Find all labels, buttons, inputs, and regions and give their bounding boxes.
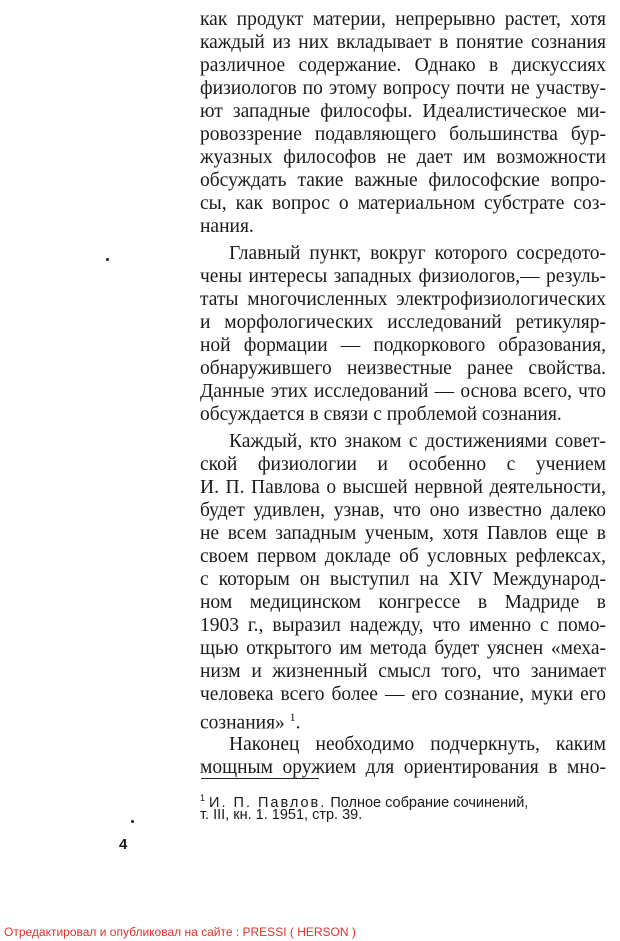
text-line: сознания» $^1$. (200, 710, 301, 734)
text-line: ют западные философы. Идеалистическое ми- (200, 101, 606, 122)
text-line: и морфологических исследований ретикуляр- (200, 312, 606, 333)
speck-mark (106, 258, 109, 261)
text-line: обсуждать такие важные философские вопро- (200, 170, 606, 191)
publisher-credit: Отредактировал и опубликовал на сайте : PRESSI ( HERSON ) (4, 925, 356, 939)
text-line: Главный пункт, вокруг которого сосредото- (229, 243, 606, 264)
text-line: не всем западным ученым, хотя Павлов еще в (200, 523, 606, 544)
text-line: ном медицинском конгрессе в Мадриде в (200, 592, 606, 613)
page-number: 4 (119, 836, 128, 853)
text-line: чены интересы западных физиологов,— резуль- (200, 266, 606, 287)
footnote-author: И. П. Павлов. (209, 794, 327, 811)
text-line: Наконец необходимо подчеркнуть, каким (229, 734, 606, 755)
text-line: ной формации — подкоркового образования, (200, 335, 606, 356)
text-line: с которым он выступил на XIV Международ- (200, 569, 606, 590)
text-line: сы, как вопрос о материальном субстрате соз- (200, 193, 606, 214)
text-line: ской физиологии и особенно с учением (200, 454, 606, 475)
text-line: нания. (200, 216, 254, 237)
text-line: таты многочисленных электрофизиологических (200, 289, 606, 310)
text-line: мощным оружием для ориентирования в мно- (200, 757, 606, 778)
text-line: щью открытого им метода будет уяснен «меха- (200, 638, 606, 659)
text-line: Каждый, кто знаком с достижениями совет- (229, 431, 606, 452)
text-line: низм и жизненный смысл того, что занимает (200, 661, 606, 682)
text-line: жуазных философов не дает им возможности (200, 147, 606, 168)
footnote-marker: 1 (200, 793, 206, 803)
text-line: физиологов по этому вопросу почти не участву- (200, 78, 606, 99)
footnote-title: Полное собрание сочинений, (330, 794, 529, 811)
text-line: 1903 г., выразил надежду, что именно с помо- (200, 615, 606, 636)
footnote-reference: 1 (289, 710, 296, 724)
text-line: каждый из них вкладывает в понятие сознания (200, 32, 606, 53)
text-line: ровоззрение подавляющего большинства бур- (200, 124, 606, 145)
text-line: И. П. Павлова о высшей нервной деятельности, (200, 477, 606, 498)
text-line: человека всего более — его сознание, муки его (200, 684, 606, 705)
text-line: будет удивлен, узнав, что оно известно далеко (200, 500, 606, 521)
footnote-line-2: т. III, кн. 1. 1951, стр. 39. (200, 807, 363, 823)
text-line: Данные этих исследований — основа всего, что (200, 381, 606, 402)
text-line: обнаружившего неизвестные ранее свойства. (200, 358, 606, 379)
footnote-divider (201, 778, 319, 779)
text-line: различное содержание. Однако в дискуссиях (200, 55, 606, 76)
text-line: своем первом докладе об условных рефлексах, (200, 546, 606, 567)
text-line: как продукт материи, непрерывно растет, хотя (200, 9, 606, 30)
speck-mark (131, 820, 134, 823)
text-line: обсуждается в связи с проблемой сознания. (200, 404, 562, 425)
